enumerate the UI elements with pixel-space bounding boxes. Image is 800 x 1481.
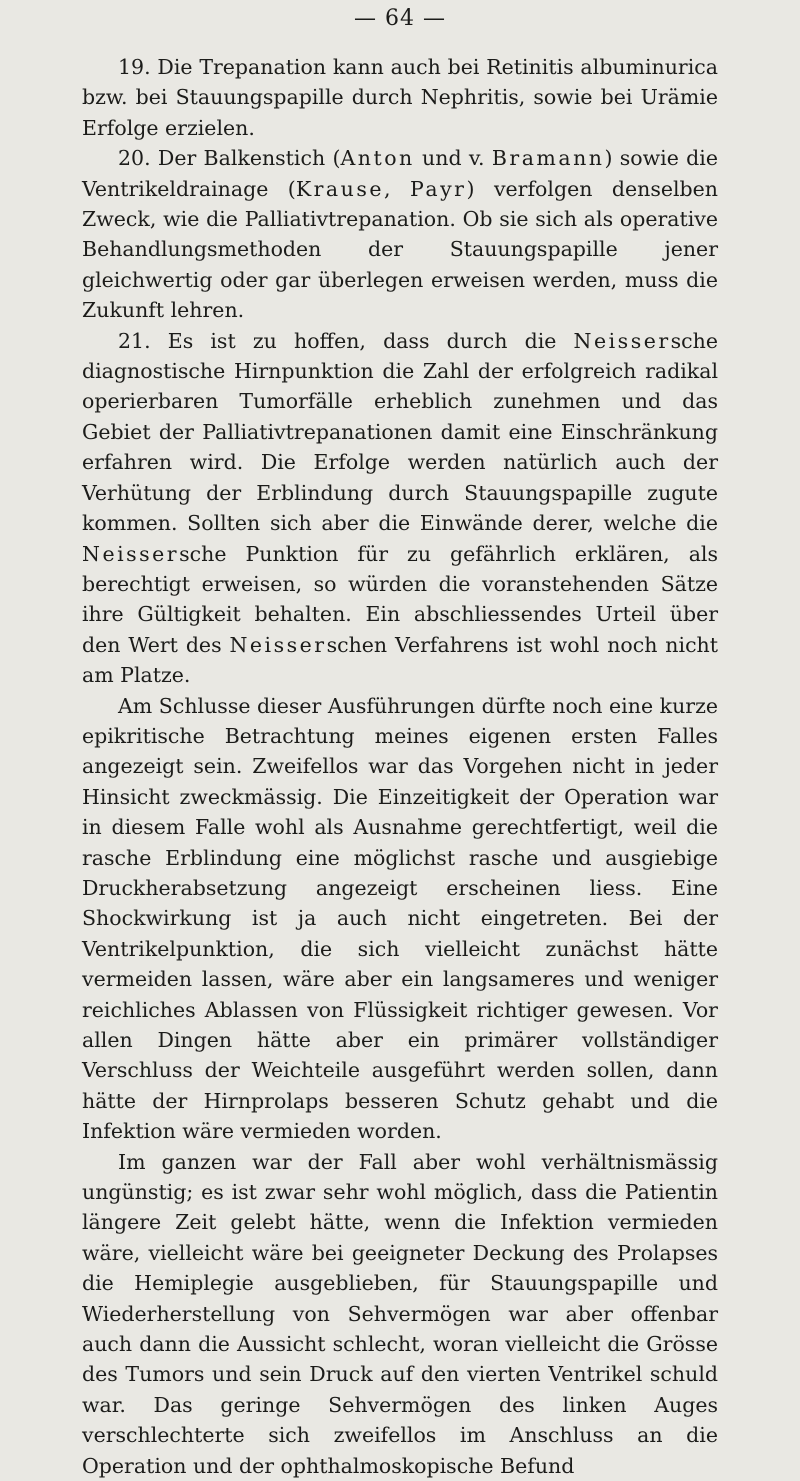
text-run: sche diagnostische Hirnpunktion die Zahl der erfolgreich radikal operierbaren Tumorfälle erheblich zunehmen und das Gebiet der Palliativtrepanationen damit eine Einschränkung erfahren wird. Die Erfolge werden natürlich auch der Verhütung der Erblindung durch Stauungspapille zugute kommen. Sollten sich aber die Einwände derer, welche die [82,328,718,536]
paragraph-p20 [82,143,718,325]
text-run: 19. Die Trepanation kann auch bei Retinitis albuminurica bzw. bei Stauungspapille durch Nephritis, sowie bei Urämie Erfolge erzielen. [82,55,718,140]
spaced-name: Anton [340,146,415,171]
body-text [82,52,718,1481]
spaced-name: Neisser [229,632,327,657]
text-run: schen Verfahrens ist wohl noch nicht am Platze. [82,632,718,688]
text-run: ) verfolgen denselben Zweck, wie die Palliativtrepanation. Ob sie sich als operative Behandlungsmethoden der Stauungspapille jener gleichwertig oder gar überlegen erweisen werden, muss die Zukunft lehren. [82,176,718,323]
spaced-name: Neisser [82,541,180,566]
paragraph-p23 [82,1147,718,1481]
text-run: 20. Der Balkenstich ( [118,146,341,171]
spaced-name: Bramann [491,146,605,171]
text-run: sche Punktion für zu gefährlich erklären, als berechtigt erweisen, so würden die voranstehenden Sätze ihre Gültigkeit behalten. Ein abschliessendes Urteil über den Wert des [82,541,718,657]
text-run: , [384,176,410,201]
text-run: und v. [414,146,492,171]
paragraph-p21 [82,326,718,691]
spaced-name: Krause [295,176,385,201]
paragraph-p22 [82,691,718,1147]
spaced-name: Neisser [573,328,671,353]
text-run: Am Schlusse dieser Ausführungen dürfte noch eine kurze epikritische Betrachtung meines eigenen ersten Falles angezeigt sein. Zweifellos war das Vorgehen nicht in jeder Hinsicht zweckmässig. Die Einzeitigkeit der Operation war in diesem Falle wohl als Ausnahme gerechtfertigt, weil die rasche Erblindung eine möglichst rasche und ausgiebige Druckherabsetzung angezeigt erscheinen liess. Eine Shockwirkung ist ja auch nicht eingetreten. Bei der Ventrikelpunktion, die sich vielleicht zunächst hätte vermeiden lassen, wäre aber ein langsameres und weniger reichliches Ablassen von Flüssigkeit richtiger gewesen. Vor allen Dingen hätte aber ein primärer vollständiger Verschluss der Weichteile ausgeführt werden sollen, dann hätte der Hirnprolaps besseren Schutz gehabt und die Infektion wäre vermieden worden. [82,693,718,1144]
text-run: ) sowie die Ventrikeldrainage ( [82,146,718,201]
page-number: — 64 — [354,6,446,31]
text-run: Im ganzen war der Fall aber wohl verhältnismässig ungünstig; es ist zwar sehr wohl möglich, dass die Patientin längere Zeit gelebt hätte, wenn die Infektion vermieden wäre, vielleicht wäre bei geeigneter Deckung des Prolapses die Hemiplegie ausgeblieben, für Stauungspapille und Wiederherstellung von Sehvermögen war aber offenbar auch dann die Aussicht schlecht, woran vielleicht die Grösse des Tumors und sein Druck auf den vierten Ventrikel schuld war. Das geringe Sehvermögen des linken Auges verschlechterte sich zweifellos im Anschluss an die Operation und der ophthalmoskopische Befund [82,1149,718,1478]
text-run: 21. Es ist zu hoffen, dass durch die [118,328,574,353]
spaced-name: Payr [410,176,467,201]
paragraph-p19 [82,52,718,143]
